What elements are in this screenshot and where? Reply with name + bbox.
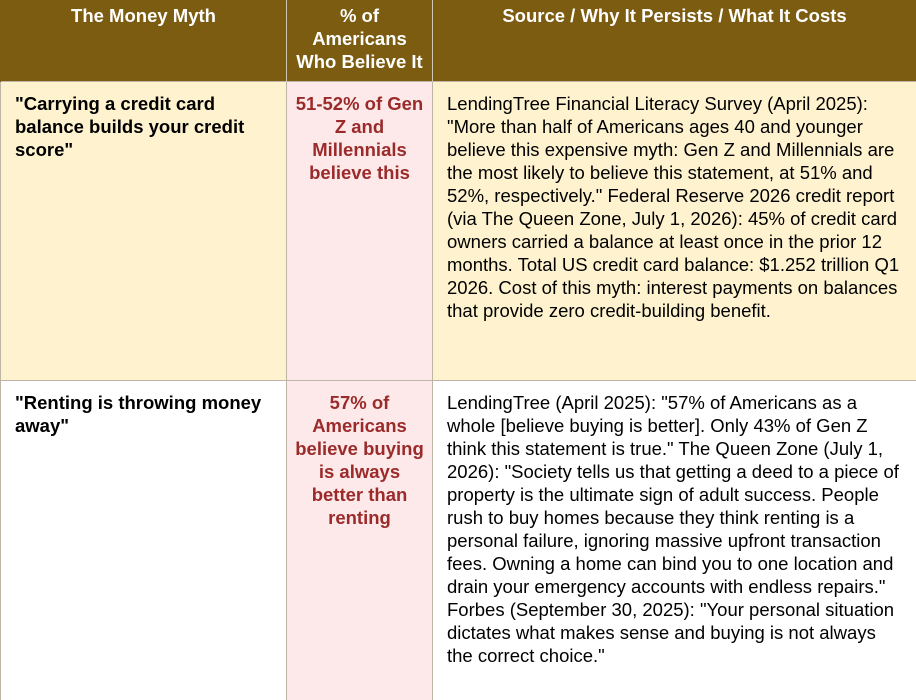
source-cell: LendingTree (April 2025): "57% of Americans as a whole [believe buying is better]. Only 43% of Gen Z think this statement is true." The Queen Zone (July 1, 2026): "Society tells us that getting a deed to a piece of property is the ultimate sign of adult success. People rush to buy homes because they think renting is a personal failure, ignoring massive upfront transaction fees. Owning a home can bind you to one location and drain your emergency accounts with endless repairs." Forbes (September 30, 2025): "Your personal situation dictates what makes sense and buying is not always the correct choice.": [433, 381, 916, 700]
table-row: [1, 82, 916, 381]
myth-cell: "Renting is throwing money away": [1, 381, 287, 700]
percent-cell: 51-52% of Gen Z and Millennials believe this: [287, 82, 433, 381]
header-source: Source / Why It Persists / What It Costs: [433, 0, 916, 82]
source-cell: LendingTree Financial Literacy Survey (April 2025): "More than half of Americans ages 40 and younger believe this expensive myth: Gen Z and Millennials are the most likely to believe this statement, at 51% and 52%, respectively." Federal Reserve 2026 credit report (via The Queen Zone, July 1, 2026): 45% of credit card owners carried a balance at least once in the prior 12 months. Total US credit card balance: $1.252 trillion Q1 2026. Cost of this myth: interest payments on balances that provide zero credit-building benefit.: [433, 82, 916, 381]
header-percent-believe: % of Americans Who Believe It: [287, 0, 433, 82]
table-body: [1, 82, 916, 700]
table-header: [1, 0, 916, 82]
percent-cell: 57% of Americans believe buying is always better than renting: [287, 381, 433, 700]
table-row: [1, 381, 916, 700]
header-row: [1, 0, 916, 82]
myth-cell: "Carrying a credit card balance builds your credit score": [1, 82, 287, 381]
header-money-myth: The Money Myth: [1, 0, 287, 82]
